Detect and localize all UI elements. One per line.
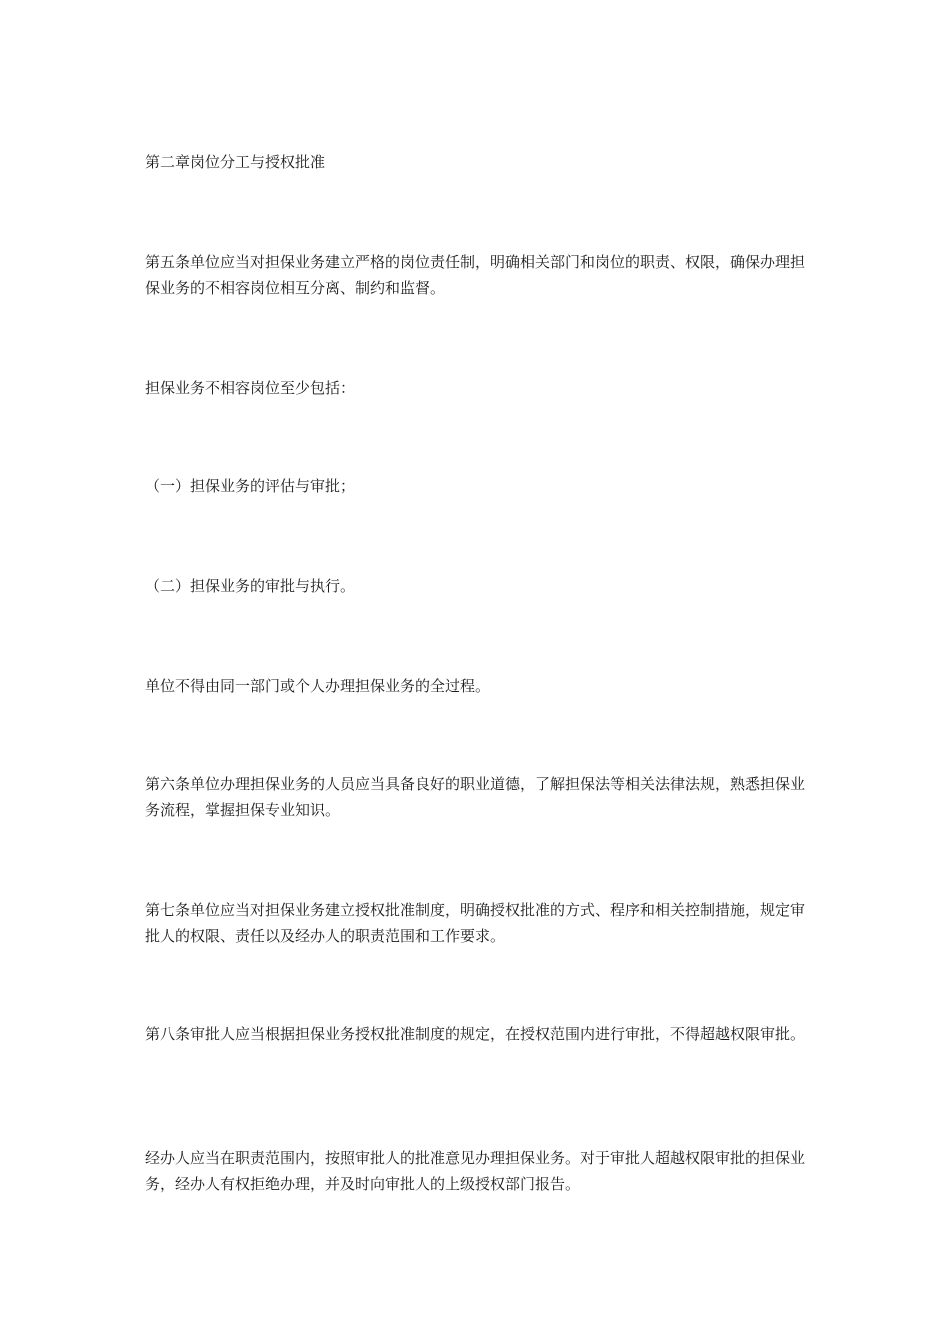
- paragraph-whole-process: 单位不得由同一部门或个人办理担保业务的全过程。: [145, 677, 491, 695]
- paragraph-incompatible-positions: 担保业务不相容岗位至少包括：: [145, 379, 356, 397]
- paragraph-handler-duty: 经办人应当在职责范围内，按照审批人的批准意见办理担保业务。对于审批人超越权限审批的担保业务，经办人有权拒绝办理，并及时向审批人的上级授权部门报告。: [145, 1149, 806, 1193]
- paragraph-article-8: 第八条审批人应当根据担保业务授权批准制度的规定，在授权范围内进行审批，不得超越权限审批。: [145, 1025, 806, 1043]
- paragraph-item-2: （二）担保业务的审批与执行。: [145, 577, 356, 595]
- paragraph-article-5: 第五条单位应当对担保业务建立严格的岗位责任制，明确相关部门和岗位的职责、权限，确保办理担保业务的不相容岗位相互分离、制约和监督。: [145, 253, 806, 297]
- paragraph-item-1: （一）担保业务的评估与审批；: [145, 477, 356, 495]
- chapter-title: 第二章岗位分工与授权批准: [145, 153, 326, 171]
- paragraph-article-6: 第六条单位办理担保业务的人员应当具备良好的职业道德，了解担保法等相关法律法规，熟悉担保业务流程，掌握担保专业知识。: [145, 775, 806, 819]
- paragraph-article-7: 第七条单位应当对担保业务建立授权批准制度，明确授权批准的方式、程序和相关控制措施，规定审批人的权限、责任以及经办人的职责范围和工作要求。: [145, 901, 806, 945]
